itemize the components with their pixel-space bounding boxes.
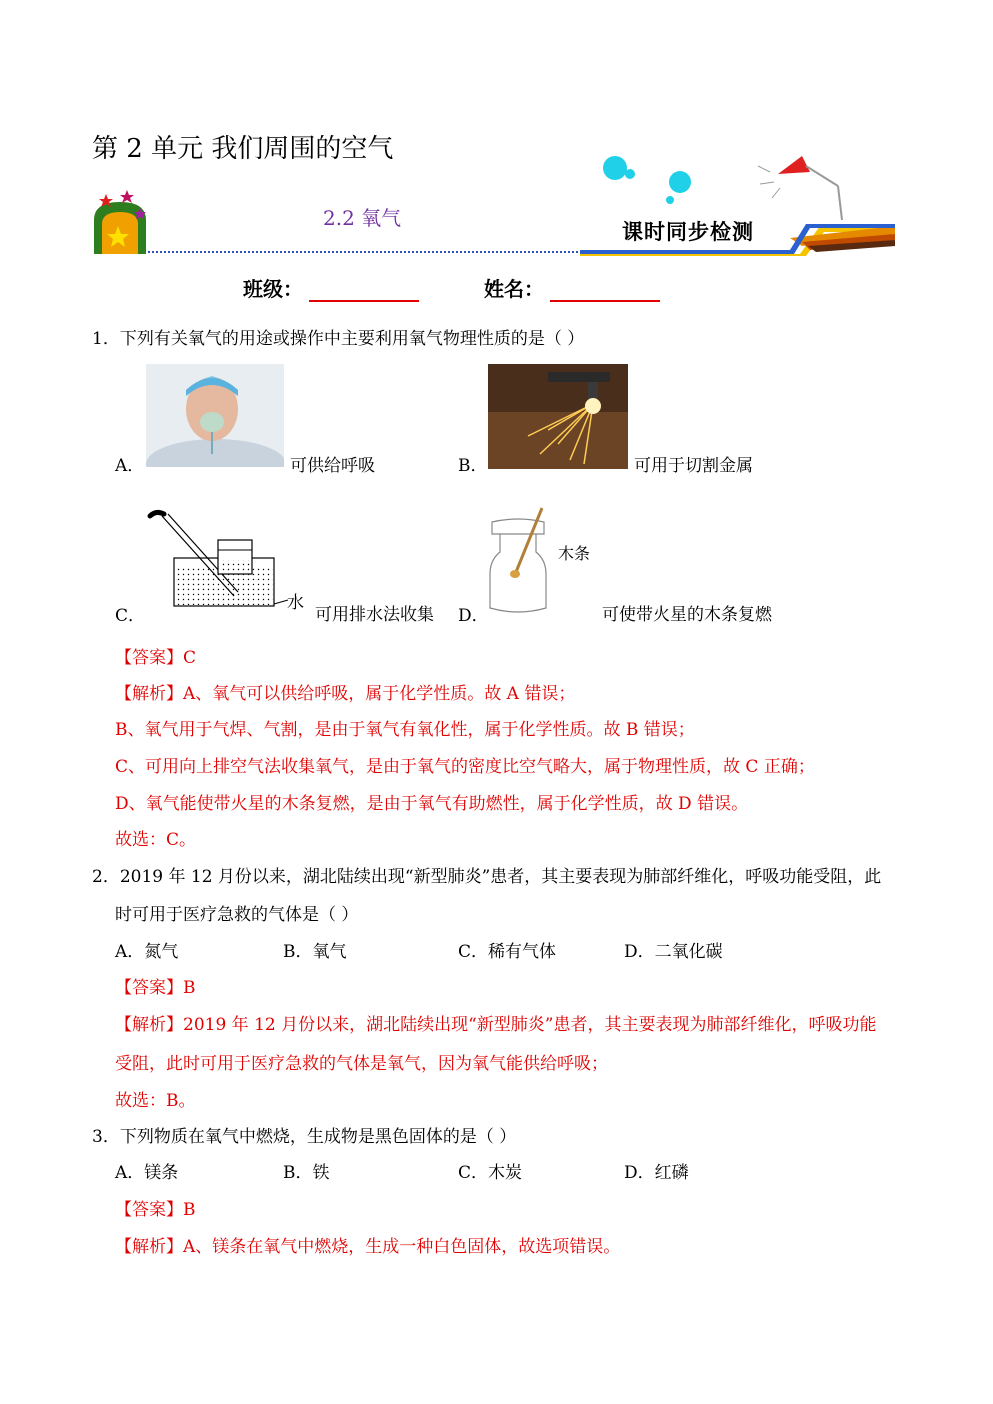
section-banner <box>90 150 895 260</box>
lesson-title: 2.2 氧气 <box>323 206 402 230</box>
option-letter: A． <box>115 1163 145 1183</box>
option-text: 镁条 <box>144 1163 179 1183</box>
question-1-analysis-line: 【解析】A、氧气可以供给呼吸，属于化学性质。故 A 错误； <box>115 684 576 704</box>
class-field <box>243 273 419 302</box>
question-1-analysis-line: B、氧气用于气焊、气割，是由于氧气有氧化性，属于化学性质。故 B 错误； <box>115 720 695 740</box>
question-1-option-d-text: 可使带火星的木条复燃 <box>602 605 772 625</box>
question-1-option-b-letter: B． <box>458 456 488 476</box>
patient-oxygen-mask-image <box>146 364 284 467</box>
question-1-analysis-line: D、氧气能使带火星的木条复燃，是由于氧气有助燃性，属于化学性质，故 D 错误。 <box>115 794 749 814</box>
question-1-analysis-line: C、可用向上排空气法收集氧气，是由于氧气的密度比空气略大，属于物理性质，故 C 正确； <box>115 757 815 777</box>
question-1-answer: 【答案】C <box>115 648 197 668</box>
option-text: 木炭 <box>488 1163 523 1183</box>
desk-lamp-icon <box>758 156 842 220</box>
class-blank <box>309 280 419 302</box>
class-label: 班级： <box>243 277 303 301</box>
option-letter: D． <box>624 1163 655 1183</box>
question-1-analysis-line: 故选：C。 <box>115 830 197 850</box>
question-1-option-c-letter: C． <box>115 606 146 626</box>
star-badge-icon <box>94 190 146 254</box>
question-2-option-d <box>624 941 723 963</box>
question-2-analysis-line: 【解析】2019 年 12 月份以来，湖北陆续出现“新型肺炎”患者，其主要表现为肺部纤维化，呼吸功能 <box>115 1015 877 1035</box>
option-text: 红磷 <box>654 1163 689 1183</box>
option-letter: D． <box>624 942 655 962</box>
question-1-option-a-text: 可供给呼吸 <box>290 456 375 476</box>
option-text: 稀有气体 <box>488 942 557 962</box>
question-2-option-c <box>458 941 556 963</box>
option-letter: C． <box>458 1163 489 1183</box>
option-letter: B． <box>283 942 313 962</box>
unit-title: 第 2 单元 我们周围的空气 <box>92 134 394 164</box>
question-2-stem-line: 2．2019 年 12 月份以来，湖北陆续出现“新型肺炎”患者，其主要表现为肺部纤维化，呼吸功能受阻，此 <box>92 867 882 887</box>
question-2-stem-line: 时可用于医疗急救的气体是（ ） <box>115 905 359 925</box>
question-1-option-c-text: 可用排水法收集 <box>315 605 434 625</box>
question-2-analysis-line: 故选：B。 <box>115 1091 196 1111</box>
question-3-option-d <box>624 1162 689 1184</box>
metal-cutting-image <box>488 364 628 469</box>
question-3-option-c <box>458 1162 522 1184</box>
option-letter: B． <box>283 1163 313 1183</box>
question-3-stem: 3．下列物质在氧气中燃烧，生成物是黑色固体的是（ ） <box>92 1127 517 1147</box>
question-1-option-a-letter: A． <box>115 456 145 476</box>
name-field <box>484 273 660 302</box>
option-text: 铁 <box>312 1163 330 1183</box>
name-label: 姓名： <box>484 277 544 301</box>
splint-label: 木条 <box>558 544 591 563</box>
option-text: 氮气 <box>144 942 179 962</box>
question-2-option-a <box>115 941 178 963</box>
option-letter: A． <box>115 942 145 962</box>
banner-label: 课时同步检测 <box>622 219 754 244</box>
question-1-option-d-letter: D． <box>458 606 489 626</box>
question-3-option-b <box>283 1162 330 1184</box>
water-label: 水 <box>287 593 304 613</box>
name-blank <box>550 280 660 302</box>
option-text: 氧气 <box>312 942 347 962</box>
question-2-analysis-line: 受阻，此时可用于医疗急救的气体是氧气，因为氧气能供给呼吸； <box>115 1054 608 1074</box>
question-3-option-a <box>115 1162 178 1184</box>
question-3-analysis-line: 【解析】A、镁条在氧气中燃烧，生成一种白色固体，故选项错误。 <box>115 1237 621 1257</box>
option-text: 二氧化碳 <box>654 942 723 962</box>
question-3-answer: 【答案】B <box>115 1200 196 1220</box>
question-2-option-b <box>283 941 347 963</box>
question-1-option-b-text: 可用于切割金属 <box>634 456 753 476</box>
option-letter: C． <box>458 942 489 962</box>
question-1-stem: 1．下列有关氧气的用途或操作中主要利用氧气物理性质的是（ ） <box>92 329 585 349</box>
question-2-answer: 【答案】B <box>115 978 196 998</box>
